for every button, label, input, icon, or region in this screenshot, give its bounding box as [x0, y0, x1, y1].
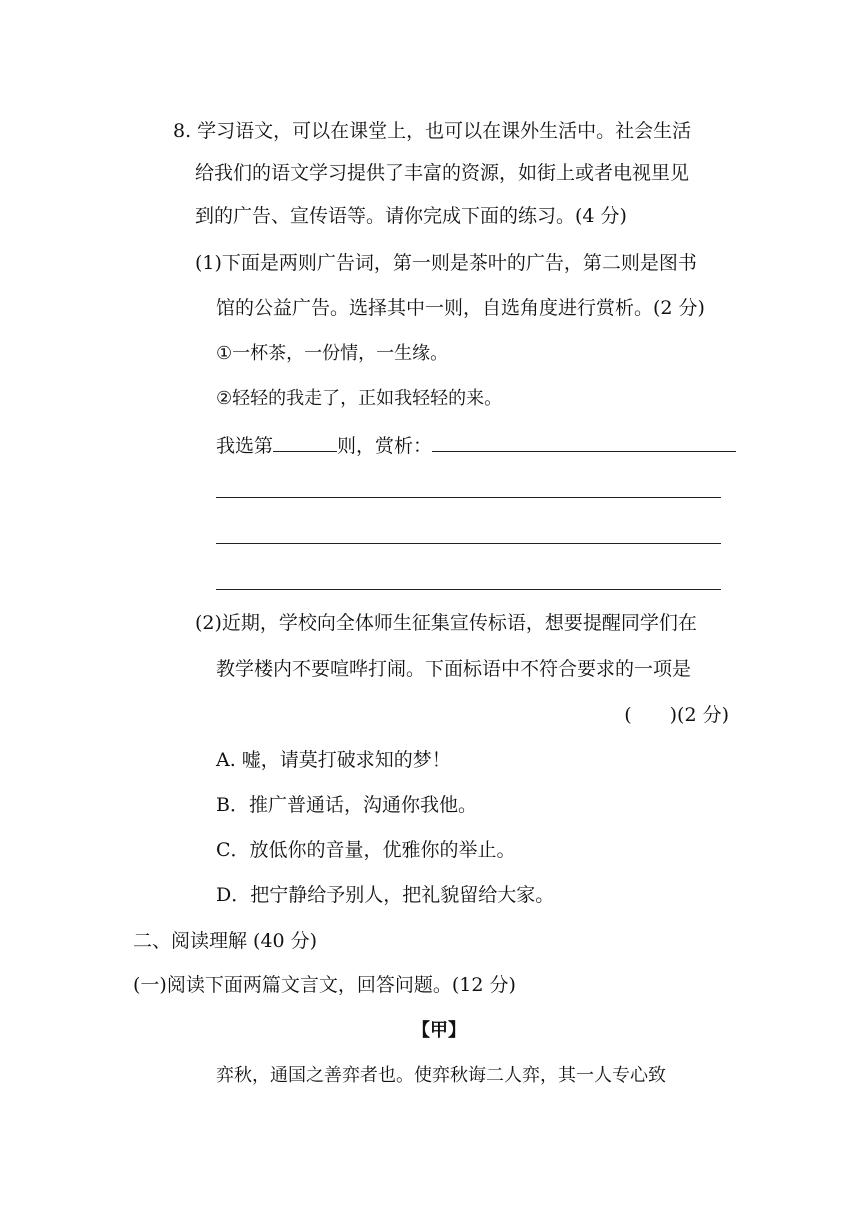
passage-jia-line-1: 弈秋，通国之善弈者也。使弈秋诲二人弈，其一人专心致	[216, 1065, 666, 1086]
answer-line-1[interactable]	[216, 497, 721, 498]
q8-line-1: 8. 学习语文，可以在课堂上，也可以在课外生活中。社会生活	[173, 120, 692, 142]
ad-option-2: ②轻轻的我走了，正如我轻轻的来。	[216, 388, 503, 409]
section-heading: 二、阅读理解 (40 分)	[133, 930, 318, 952]
sub2-line-1: (2)近期，学校向全体师生征集宣传标语，想要提醒同学们在	[195, 612, 697, 634]
sub1-line-2: 馆的公益广告。选择其中一则，自选角度进行赏析。(2 分)	[216, 297, 705, 319]
option-c[interactable]: C．放低你的音量，优雅你的举止。	[216, 839, 516, 861]
sub2-line-2: 教学楼内不要喧哗打闹。下面标语中不符合要求的一项是	[216, 658, 692, 680]
answer-line-3[interactable]	[216, 589, 721, 590]
option-a[interactable]: A. 嘘，请莫打破求知的梦！	[216, 749, 451, 771]
option-b[interactable]: B．推广普通话，沟通你我他。	[216, 794, 477, 816]
answer-parentheses[interactable]: ( )(2 分)	[624, 704, 729, 726]
choose-middle: 则，赏析：	[337, 435, 433, 457]
sub1-line-1: (1)下面是两则广告词，第一则是茶叶的广告，第二则是图书	[195, 252, 697, 274]
part-1-instruction: (一)阅读下面两篇文言文，回答问题。(12 分)	[133, 974, 516, 996]
appreciation-blank[interactable]	[432, 431, 736, 452]
ad-option-1: ①一杯茶，一份情，一生缘。	[216, 343, 449, 364]
passage-jia-title: 【甲】	[412, 1020, 466, 1041]
option-d[interactable]: D．把宁静给予别人，把礼貌留给大家。	[216, 884, 555, 906]
choose-prefix: 我选第	[216, 435, 274, 457]
q8-line-3: 到的广告、宣传语等。请你完成下面的练习。(4 分)	[195, 205, 627, 227]
q8-line-2: 给我们的语文学习提供了丰富的资源，如街上或者电视里见	[195, 162, 690, 184]
choice-number-blank[interactable]	[273, 431, 337, 452]
answer-line-2[interactable]	[216, 543, 721, 544]
choose-row	[216, 431, 736, 459]
